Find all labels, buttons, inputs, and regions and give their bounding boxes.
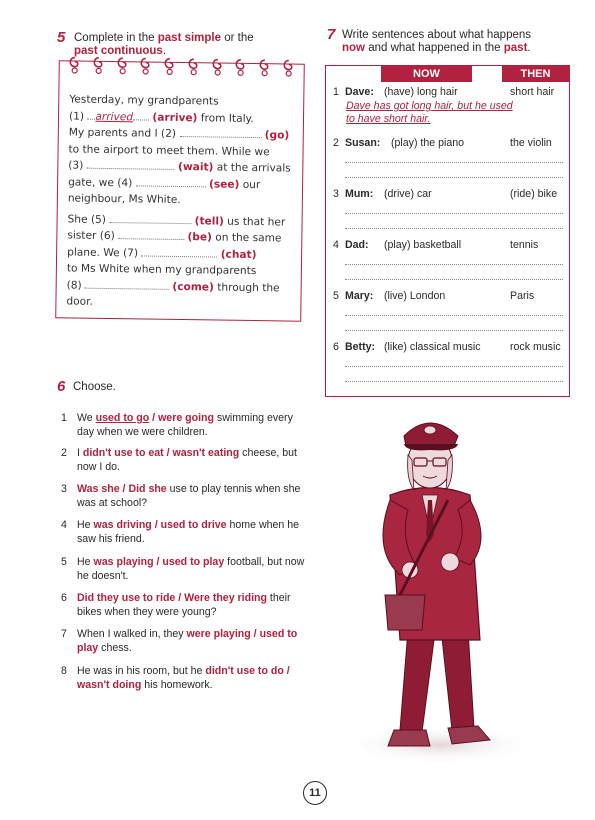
answer-1: arrived (95, 110, 134, 123)
option-b[interactable]: were going (158, 412, 214, 424)
exercise-7-table: NOW THEN 1 Dave: (have) long hair short hair Dave has got long hair, but he used to have short hair. 2 Susan: (play) the piano the violin 3 Mum: (drive) car (ride) bike 4 Dad: (play) basketball tennis 5 Mary: (live) London Paris 6 Betty: (like) classical music rock music (325, 65, 570, 397)
blank-5[interactable] (109, 213, 191, 224)
exercise-7-number: 7 (327, 26, 336, 43)
header-then: THEN (502, 66, 569, 82)
option-a[interactable]: was driving (93, 519, 152, 531)
blank-8[interactable] (85, 278, 169, 289)
option-b[interactable]: used to drive (160, 519, 227, 531)
answer-line[interactable] (345, 213, 563, 214)
option-a[interactable]: didn't use to do (205, 665, 284, 677)
blank-2[interactable] (179, 127, 261, 138)
option-b[interactable]: wasn't eating (172, 447, 240, 459)
blank-3[interactable] (87, 159, 175, 170)
option-b[interactable]: Were they riding (184, 592, 267, 604)
answer-line[interactable] (345, 279, 563, 280)
option-a[interactable]: used to go (95, 412, 150, 424)
page-number: 11 (303, 781, 327, 805)
header-now: NOW (381, 66, 472, 82)
answer-line[interactable] (345, 264, 563, 265)
option-b[interactable]: used to play (162, 556, 225, 568)
exercise-6-number: 6 (57, 378, 66, 395)
answer-line[interactable] (345, 315, 563, 316)
option-a[interactable]: Did they use to ride (77, 592, 176, 604)
option-a[interactable]: Was she (77, 483, 120, 495)
answer-line[interactable] (345, 177, 563, 178)
option-a[interactable]: were playing (186, 628, 251, 640)
option-b[interactable]: Did she (128, 483, 167, 495)
option-b[interactable]: used to play (77, 628, 298, 654)
answer-line[interactable] (345, 162, 563, 163)
exercise-5-text: Yesterday, my grandparents (1) arrived (arrive) from Italy. My parents and I (2) (go) to the airport to meet them. While we (3) (wait) at the arrivals gate, we (4) (see) our neighbour, Ms White. She (5) (tell) us that her sister (6) (be) on the same plane. We (7) (chat) to Ms White when my grandparents (8) (come) through the door. (66, 93, 291, 308)
notepad-rings (66, 55, 298, 80)
railway-conductor-illustration (330, 400, 560, 770)
blank-7[interactable] (141, 246, 217, 257)
option-a[interactable]: didn't use to eat (82, 447, 164, 459)
answer-row-1-line-2: to have short hair. (346, 113, 431, 125)
exercise-5-number: 5 (57, 29, 66, 46)
answer-line[interactable] (345, 330, 563, 331)
answer-line[interactable] (345, 228, 563, 229)
option-b[interactable]: wasn't doing (77, 679, 142, 691)
option-a[interactable]: was playing (93, 556, 154, 568)
answer-line[interactable] (345, 381, 563, 382)
answer-row-1-line-1: Dave has got long hair, but he used (346, 100, 513, 112)
exercise-5-instructions: Complete in the past simple or the past continuous. (74, 32, 254, 57)
blank-4[interactable] (136, 176, 206, 187)
exercise-6-instructions: Choose. (73, 381, 116, 393)
exercise-7-instructions: Write sentences about what happens now and what happened in the past. (342, 29, 532, 54)
exercise-5-notepad (55, 60, 305, 321)
answer-line[interactable] (345, 366, 563, 367)
blank-6[interactable] (118, 229, 184, 240)
